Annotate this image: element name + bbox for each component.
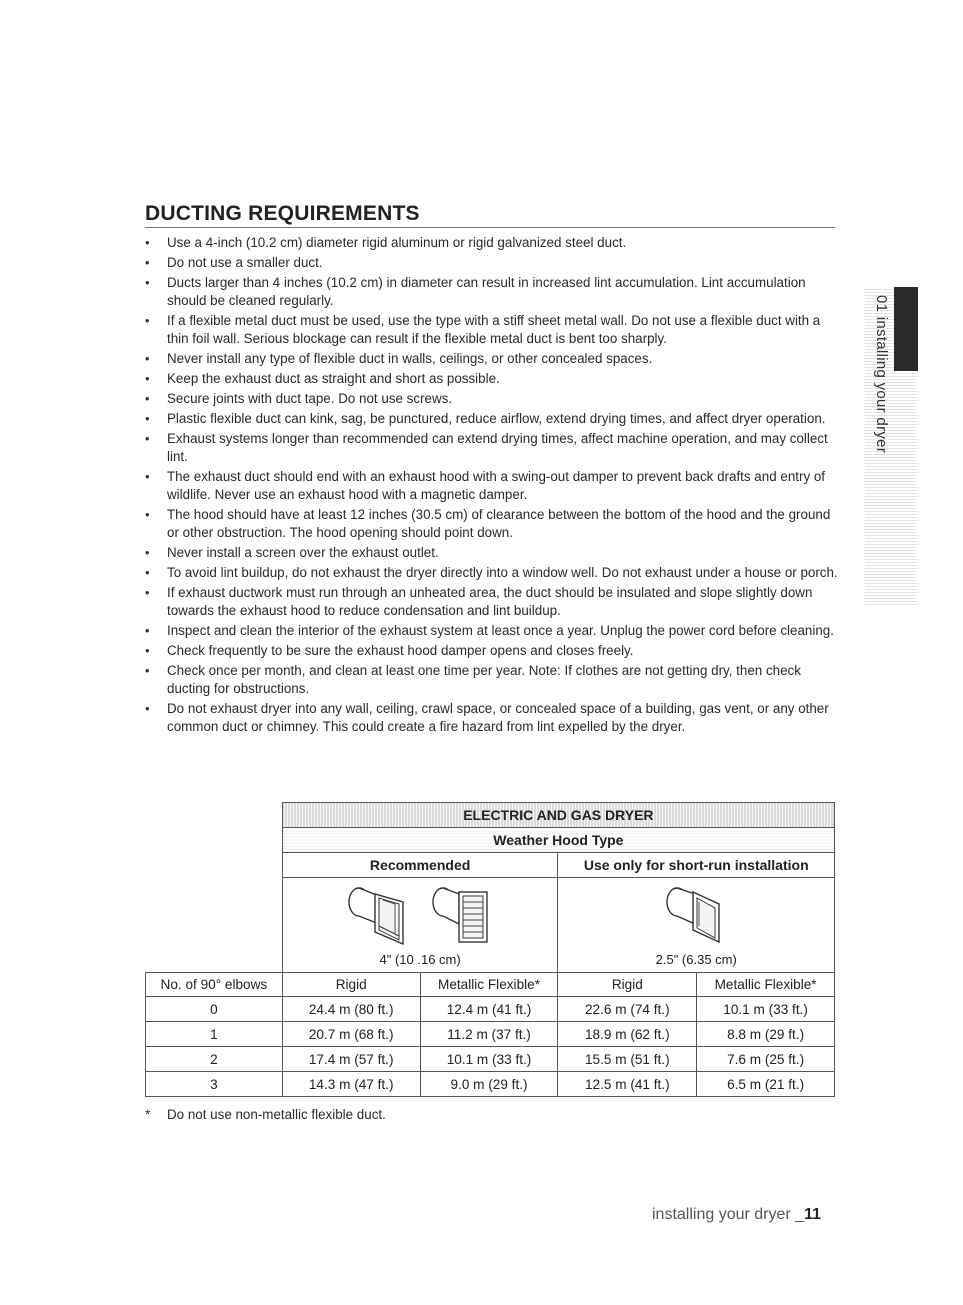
list-item: • Inspect and clean the interior of the exhaust system at least once a year. Unplug the power cord before cleaning.: [145, 622, 838, 640]
chapter-marker: [894, 287, 918, 371]
footnote-mark: *: [145, 1107, 151, 1122]
footnote-text: Do not use non-metallic flexible duct.: [167, 1107, 386, 1122]
table-row: [146, 1072, 835, 1097]
table-cell: 9.0 m (29 ft.): [420, 1072, 558, 1097]
table-row: [146, 997, 835, 1022]
elbows-header: No. of 90° elbows: [146, 973, 283, 997]
elbows-cell: 2: [146, 1047, 283, 1072]
rigid-header: Rigid: [282, 973, 420, 997]
ducting-requirements-list: [145, 234, 838, 738]
duct-length-table: [145, 802, 835, 1097]
rigid-header: Rigid: [558, 973, 697, 997]
list-item: • Never install a screen over the exhaust outlet.: [145, 544, 838, 562]
list-item: • Ducts larger than 4 inches (10.2 cm) in diameter can result in increased lint accumulation. Lint accumulation should be cleaned regularly.: [145, 274, 838, 310]
list-item: • Exhaust systems longer than recommended can extend drying times, affect machine operation, and may collect lint.: [145, 430, 838, 466]
table-cell: 15.5 m (51 ft.): [558, 1047, 697, 1072]
elbows-cell: 1: [146, 1022, 283, 1047]
list-item: • Do not exhaust dryer into any wall, ceiling, crawl space, or concealed space of a building, gas vent, or any other common duct or chimney. This could create a fire hazard from lint expelled by the dryer.: [145, 700, 838, 736]
list-item: • Check frequently to be sure the exhaust hood damper opens and closes freely.: [145, 642, 838, 660]
table-footnote: [145, 1107, 386, 1122]
short-run-size: 2.5" (6.35 cm): [655, 952, 737, 967]
recommended-hoods-cell: [282, 878, 558, 973]
flap-hood-icon: [663, 884, 729, 946]
list-item: • Check once per month, and clean at least one time per year. Note: If clothes are not getting dry, then check ducting for obstructions.: [145, 662, 838, 698]
table-cell: 10.1 m (33 ft.): [420, 1047, 558, 1072]
chapter-side-tab: [865, 287, 918, 605]
page-footer: [652, 1206, 821, 1224]
list-item: • Use a 4-inch (10.2 cm) diameter rigid aluminum or rigid galvanized steel duct.: [145, 234, 838, 252]
table-cell: 10.1 m (33 ft.): [697, 997, 835, 1022]
elbows-cell: 0: [146, 997, 283, 1022]
list-item: • If exhaust ductwork must run through an unheated area, the duct should be insulated and slope slightly down towards the exhaust hood to reduce condensation and lint buildup.: [145, 584, 838, 620]
table-cell: 12.5 m (41 ft.): [558, 1072, 697, 1097]
louvered-vent-icon: [429, 884, 495, 946]
table-cell: 18.9 m (62 ft.): [558, 1022, 697, 1047]
table-cell: 12.4 m (41 ft.): [420, 997, 558, 1022]
metallic-flexible-header: Metallic Flexible*: [697, 973, 835, 997]
table-cell: 11.2 m (37 ft.): [420, 1022, 558, 1047]
table-cell: 17.4 m (57 ft.): [282, 1047, 420, 1072]
list-item: • The hood should have at least 12 inches (30.5 cm) of clearance between the bottom of the hood and the ground or other obstruction. The hood opening should point down.: [145, 506, 838, 542]
page-number: 11: [804, 1206, 821, 1223]
short-run-header: Use only for short-run installation: [558, 853, 835, 878]
table-row: [146, 1047, 835, 1072]
chapter-tab-label: 01 installing your dryer: [873, 295, 890, 454]
table-cell: 7.6 m (25 ft.): [697, 1047, 835, 1072]
section-heading: DUCTING REQUIREMENTS: [145, 202, 835, 228]
table-cell: 22.6 m (74 ft.): [558, 997, 697, 1022]
table-cell: 24.4 m (80 ft.): [282, 997, 420, 1022]
metallic-flexible-header: Metallic Flexible*: [420, 973, 558, 997]
table-cell: 8.8 m (29 ft.): [697, 1022, 835, 1047]
table-row: [146, 1022, 835, 1047]
footer-section-label: installing your dryer _: [652, 1206, 805, 1223]
table-cell: 20.7 m (68 ft.): [282, 1022, 420, 1047]
table-subtitle: Weather Hood Type: [282, 828, 834, 853]
list-item: • The exhaust duct should end with an exhaust hood with a swing-out damper to prevent back drafts and entry of wildlife. Never use an exhaust hood with a magnetic damper.: [145, 468, 838, 504]
table-cell: 6.5 m (21 ft.): [697, 1072, 835, 1097]
table-title: ELECTRIC AND GAS DRYER: [282, 803, 834, 828]
list-item: • Plastic flexible duct can kink, sag, be punctured, reduce airflow, extend drying times, and affect dryer operation.: [145, 410, 838, 428]
list-item: • If a flexible metal duct must be used, use the type with a stiff sheet metal wall. Do not use a flexible duct with a thin foil wall. Serious blockage can result if the flexible metal duct is bent too sharply.: [145, 312, 838, 348]
list-item: • Secure joints with duct tape. Do not use screws.: [145, 390, 838, 408]
table-cell: 14.3 m (47 ft.): [282, 1072, 420, 1097]
recommended-size: 4" (10 .16 cm): [379, 952, 461, 967]
elbows-cell: 3: [146, 1072, 283, 1097]
list-item: • Do not use a smaller duct.: [145, 254, 838, 272]
list-item: • To avoid lint buildup, do not exhaust the dryer directly into a window well. Do not exhaust under a house or porch.: [145, 564, 838, 582]
recommended-header: Recommended: [282, 853, 558, 878]
list-item: • Never install any type of flexible duct in walls, ceilings, or other concealed spaces.: [145, 350, 838, 368]
louvered-hood-icon: [345, 884, 411, 946]
short-run-hood-cell: [558, 878, 835, 973]
list-item: • Keep the exhaust duct as straight and short as possible.: [145, 370, 838, 388]
